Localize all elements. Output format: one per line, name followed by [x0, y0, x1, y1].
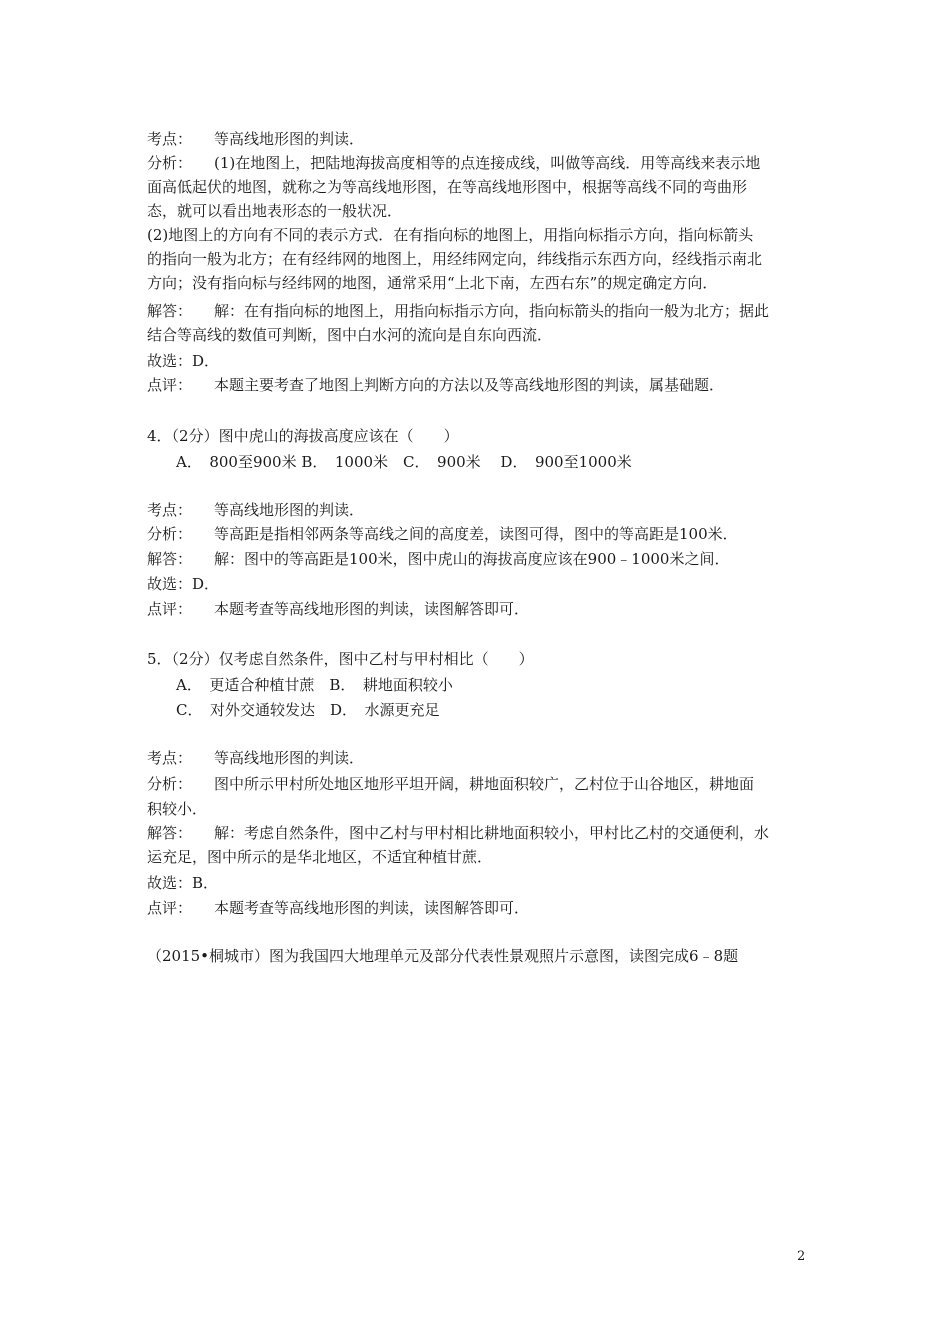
fenxi-text: 等高距是指相邻两条等高线之间的高度差，读图可得，图中的等高距是100米．: [214, 525, 738, 543]
question-4-options: A． 800至900米 B． 1000米 C． 900米 D． 900至1000米: [176, 453, 632, 471]
fenxi-line: (2)地图上的方向有不同的表示方式．在有指向标的地图上，用指向标指示方向，指向标箭头: [147, 226, 754, 244]
fenxi-line: 面高低起伏的地图，就称之为等高线地形图，在等高线地形图中，根据等高线不同的弯曲形: [147, 178, 748, 196]
kaodian-line: [147, 746, 364, 770]
guxuan-label: 故选：: [147, 575, 193, 593]
guxuan-line: [147, 871, 218, 895]
guxuan-line: [147, 572, 219, 596]
dianping-line: [147, 373, 724, 397]
jieda-line: [147, 299, 769, 323]
dianping-label: 点评：: [147, 899, 193, 917]
fenxi-text: 图中所示甲村所处地区地形平坦开阔，耕地面积较广，乙村位于山谷地区，耕地面: [214, 775, 755, 793]
kaodian-label: 考点：: [147, 130, 193, 148]
question-5-stem: 5．（2分）仅考虑自然条件，图中乙村与甲村相比（ ）: [147, 650, 534, 668]
fenxi-label: 分析：: [147, 525, 193, 543]
jieda-label: 解答：: [147, 824, 193, 842]
jieda-line: 运充足，图中所示的是华北地区，不适宜种植甘蔗．: [147, 848, 493, 866]
guxuan-text: B．: [192, 874, 219, 892]
jieda-text: 解：考虑自然条件，图中乙村与甲村相比耕地面积较小，甲村比乙村的交通便利，水: [214, 824, 770, 842]
question-5-options: A． 更适合种植甘蔗 B． 耕地面积较小: [176, 676, 453, 694]
fenxi-text: (1)在地图上，把陆地海拔高度相等的点连接成线，叫做等高线．用等高线来表示地: [214, 154, 761, 172]
dianping-label: 点评：: [147, 376, 193, 394]
kaodian-line: [147, 498, 364, 522]
page-number: 2: [797, 1249, 806, 1264]
jieda-text: 解：在有指向标的地图上，用指向标指示方向，指向标箭头的指向一般为北方；据此: [214, 302, 770, 320]
fenxi-line: [147, 772, 754, 796]
jieda-label: 解答：: [147, 550, 193, 568]
fenxi-label: 分析：: [147, 154, 193, 172]
dianping-line: [147, 597, 529, 621]
guxuan-label: 故选：: [147, 874, 193, 892]
fenxi-line: 的指向一般为北方；在有经纬网的地图上，用经纬网定向，纬线指示东西方向，经线指示南北: [147, 250, 763, 268]
dianping-label: 点评：: [147, 600, 193, 618]
question-4-stem: 4．（2分）图中虎山的海拔高度应该在（ ）: [147, 427, 459, 445]
fenxi-line: 态，就可以看出地表形态的一般状况．: [147, 202, 403, 220]
kaodian-text: 等高线地形图的判读．: [214, 749, 365, 767]
fenxi-label: 分析：: [147, 775, 193, 793]
guxuan-text: D．: [192, 352, 220, 370]
dianping-text: 本题考查等高线地形图的判读，读图解答即可．: [214, 899, 530, 917]
guxuan-label: 故选：: [147, 352, 193, 370]
dianping-text: 本题主要考查了地图上判断方向的方法以及等高线地形图的判读，属基础题．: [214, 376, 725, 394]
dianping-text: 本题考查等高线地形图的判读，读图解答即可．: [214, 600, 530, 618]
section-intro: （2015•桐城市）图为我国四大地理单元及部分代表性景观照片示意图，读图完成6﹣8题: [147, 947, 739, 965]
jieda-line: 结合等高线的数值可判断，图中白水河的流向是自东向西流．: [147, 326, 553, 344]
jieda-label: 解答：: [147, 302, 193, 320]
jieda-text: 解：图中的等高距是100米，图中虎山的海拔高度应该在900﹣1000米之间．: [214, 550, 730, 568]
fenxi-line: 方向；没有指向标与经纬网的地图，通常采用“上北下南，左西右东”的规定确定方向．: [147, 274, 718, 292]
kaodian-label: 考点：: [147, 749, 193, 767]
fenxi-line: 积较小．: [147, 800, 208, 818]
jieda-line: [147, 547, 729, 571]
dianping-line: [147, 896, 529, 920]
fenxi-line: [147, 151, 760, 175]
kaodian-label: 考点：: [147, 501, 193, 519]
kaodian-text: 等高线地形图的判读．: [214, 130, 365, 148]
guxuan-line: [147, 349, 219, 373]
jieda-line: [147, 821, 769, 845]
guxuan-text: D．: [192, 575, 220, 593]
fenxi-line: [147, 522, 738, 546]
kaodian-line: [147, 127, 364, 151]
question-5-options: C． 对外交通较发达 D． 水源更充足: [176, 701, 440, 719]
kaodian-text: 等高线地形图的判读．: [214, 501, 365, 519]
